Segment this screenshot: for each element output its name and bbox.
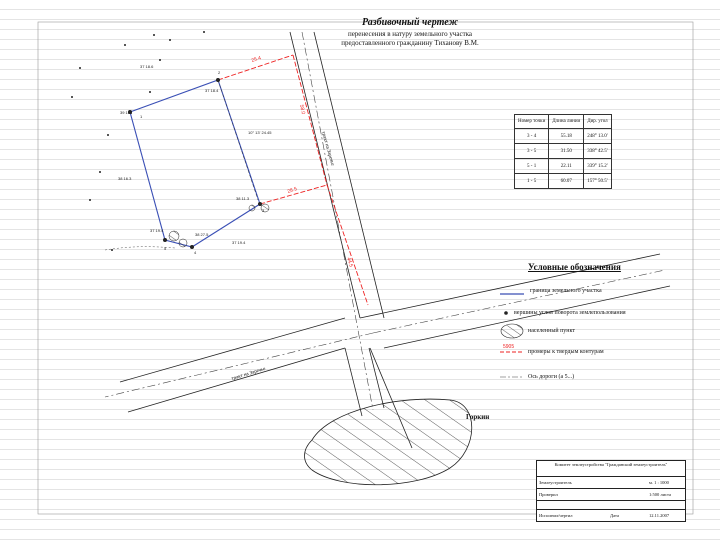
plot-area-label: 10° 13' 24.45: [248, 130, 272, 135]
vertex-id-4: 4: [194, 250, 197, 255]
table-row: [515, 129, 612, 144]
title-block-spacer: [537, 500, 685, 509]
table-cell: 22.11: [549, 159, 584, 174]
table-cell: 157° 50.5': [584, 174, 611, 189]
title-line-2: предоставленного гражданину Тиханову В.М.: [341, 39, 479, 47]
vertex-label-2: 37 18.4: [205, 88, 219, 93]
tree-mark: [179, 239, 187, 247]
vertex-id-2: 2: [218, 70, 221, 75]
spot-label: 37 18.6: [140, 64, 154, 69]
table-header: Длина линии: [549, 115, 584, 129]
measure-label-1: 25.4: [250, 55, 262, 64]
table-cell: 338° 42.5': [584, 144, 611, 159]
table-cell: 60.07: [549, 174, 584, 189]
table-row: [515, 174, 612, 189]
table-header-row: [515, 115, 612, 129]
org-name: Комитет землеустройства "Гражданский землеустроитель": [554, 462, 668, 467]
legend-item-boundary: граница земельного участка: [530, 288, 602, 294]
table-row: [515, 159, 612, 174]
stamp-cell: Дата: [610, 513, 619, 518]
plot-boundary: [130, 80, 260, 247]
road-lower-axis-right: [373, 270, 665, 333]
table-cell: 248° 13.0': [584, 129, 611, 144]
road-main-label: тракт на Заречье: [320, 131, 335, 167]
road-main: [290, 32, 384, 416]
village-label: Горкин: [466, 413, 490, 421]
measure-lines: [218, 55, 368, 305]
legend-measure-sample-text: 5905: [503, 344, 515, 350]
table-cell: 3 - 5: [515, 144, 549, 159]
title-block-row: [537, 488, 685, 500]
measure-label-4: 44.5: [345, 256, 354, 268]
table-cell: 5 - 1: [515, 159, 549, 174]
stamp-cell: м. 1 : 1000: [649, 480, 669, 485]
vertex-id-1: 1: [140, 114, 143, 119]
legend-item-village: населенный пункт: [528, 328, 575, 334]
stamp-cell: Проверил: [539, 492, 558, 497]
vertex-id-3: 3: [262, 208, 265, 213]
legend-sample-village: [501, 324, 523, 338]
legend-sample-vertex: [504, 311, 508, 315]
table-header: Дир. угол: [584, 115, 611, 129]
table-cell: 31.50: [549, 144, 584, 159]
vertex-marks: [128, 78, 262, 249]
vertex-label-5: 37 19.4: [150, 228, 164, 233]
measure-label-3: 28.5: [286, 186, 298, 195]
measure-label-2: 58.0: [298, 104, 306, 115]
stamp-cell: 1:500 листа: [649, 492, 672, 497]
spot-label: 37 19.4: [232, 240, 246, 245]
road-lower: [120, 254, 670, 412]
stamp-cell: Исполнил/чертил: [539, 513, 573, 518]
vertex-label-3: 38 11.3: [236, 196, 250, 201]
measure-labels: [251, 55, 515, 350]
vertex-id-5: 5: [164, 246, 167, 251]
title-block-row: [537, 476, 685, 488]
legend-item-axis: Ось дороги (а 5...): [528, 374, 575, 380]
table-cell: 3 - 4: [515, 129, 549, 144]
tree-mark: [249, 205, 255, 211]
table-cell: 55.18: [549, 129, 584, 144]
title-line-1: перенесения в натуру земельного участка: [347, 30, 473, 38]
table-cell: 1 - 5: [515, 174, 549, 189]
village-area: [305, 399, 472, 485]
table-row: [515, 144, 612, 159]
angle-table: [514, 114, 612, 189]
table-header: Номер точки: [515, 115, 549, 129]
stamp-cell: 12.11.2007: [649, 513, 670, 518]
legend-title: Условные обозначения: [528, 262, 621, 272]
road-lower-label: тракт на Заречье: [231, 366, 267, 382]
title-block-row: [537, 509, 685, 521]
legend-item-measure: промеры к твердым контурам: [528, 349, 604, 355]
legend-item-vertex: вершины углов поворота землепользования: [514, 310, 626, 316]
tree-mark: [169, 231, 179, 241]
road-lower-axis: [105, 333, 373, 397]
title-heading: Разбивочный чертеж: [362, 17, 458, 28]
drawing-title: [300, 18, 520, 47]
vertex-label-4: 38 27.5: [195, 232, 209, 237]
vertex-label-1: 39 163: [120, 110, 133, 115]
stamp-cell: Землеустроитель: [539, 480, 572, 485]
road-main-axis: [302, 32, 373, 410]
title-block-org: [537, 461, 685, 476]
title-block: [536, 460, 686, 522]
table-cell: 339° 15.2': [584, 159, 611, 174]
spot-label: 38 16.3: [118, 176, 132, 181]
